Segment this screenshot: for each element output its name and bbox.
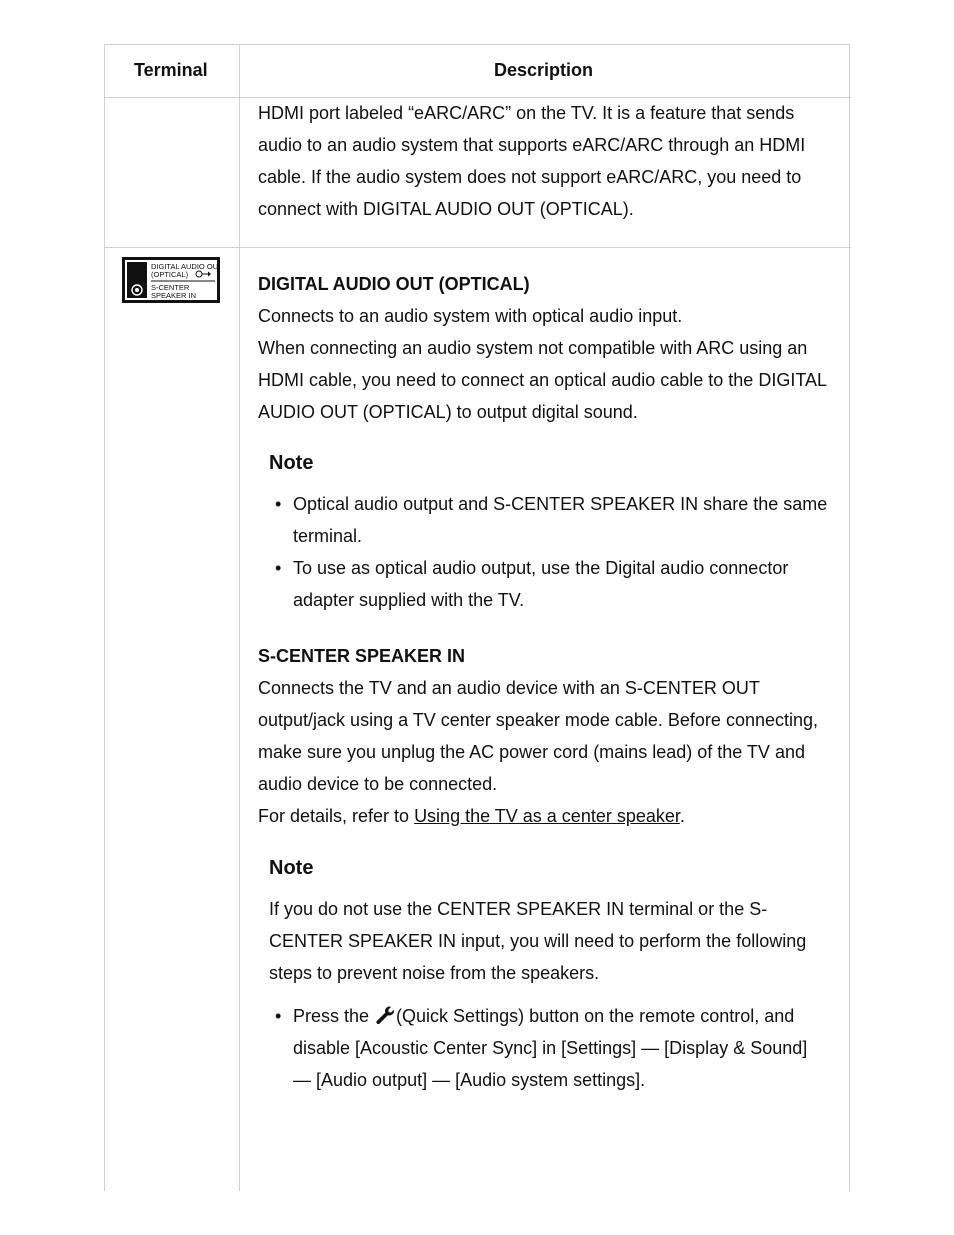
icon-label-line1: DIGITAL AUDIO OUT [151, 262, 220, 271]
note-2-item-prefix: Press the [293, 1006, 375, 1026]
note-1-list [269, 488, 829, 616]
icon-label-line4: SPEAKER IN [151, 291, 197, 300]
reference-suffix: . [679, 806, 685, 826]
reference-prefix: For details, refer to [258, 806, 415, 826]
optical-paragraph-2: When connecting an audio system not compatible with ARC using an HDMI cable, you need to connect an optical audio cable to the DIGITAL AUDIO OUT (OPTICAL) to output digital sound. [258, 338, 827, 422]
note-2-paragraph: If you do not use the CENTER SPEAKER IN terminal or the S-CENTER SPEAKER IN input, you will need to perform the following steps to prevent noise from the speakers. [269, 899, 807, 983]
center-speaker-paragraph: Connects the TV and an audio device with an S-CENTER OUT output/jack using a TV center speaker mode cable. Before connecting, make sure you unplug the AC power cord (mains lead) of the TV and audio device to be connected. [258, 678, 819, 794]
center-speaker-reference [258, 800, 843, 832]
note-2-item [269, 1000, 829, 1096]
header-terminal: Terminal [134, 60, 208, 80]
wrench-icon [374, 1003, 396, 1021]
center-speaker-title: S-CENTER SPEAKER IN [258, 646, 466, 666]
optical-terminal-icon [122, 257, 220, 303]
icon-label-line2: (OPTICAL) [151, 270, 189, 279]
optical-title: DIGITAL AUDIO OUT (OPTICAL) [258, 274, 530, 294]
center-speaker-link[interactable]: Using the TV as a center speaker [414, 806, 680, 826]
note-2-title: Note [269, 857, 314, 879]
column-divider [239, 44, 240, 1191]
note-1-title: Note [269, 452, 314, 474]
note-1-item: • Optical audio output and S-CENTER SPEAKER IN share the same terminal. [269, 488, 829, 552]
note-1-item: • To use as optical audio output, use the Digital audio connector adapter supplied with the TV. [269, 552, 829, 616]
icon-label-line3: S-CENTER [151, 283, 190, 292]
header-description: Description [494, 60, 594, 80]
row-divider [104, 247, 851, 248]
note-2-item-text: (Quick Settings) button on the remote control, and disable [Acoustic Center Sync] in [Settings] — [Display & Sound] — [Audio output] — [Audio system settings]. [293, 1006, 808, 1090]
optical-paragraph-1: Connects to an audio system with optical audio input. [258, 306, 683, 326]
row1-description: HDMI port labeled “eARC/ARC” on the TV. It is a feature that sends audio to an audio system that supports eARC/ARC through an HDMI cable. If the audio system does not support eARC/ARC, you need to connect with DIGITAL AUDIO OUT (OPTICAL). [258, 103, 806, 219]
note-2-list [269, 1000, 829, 1096]
